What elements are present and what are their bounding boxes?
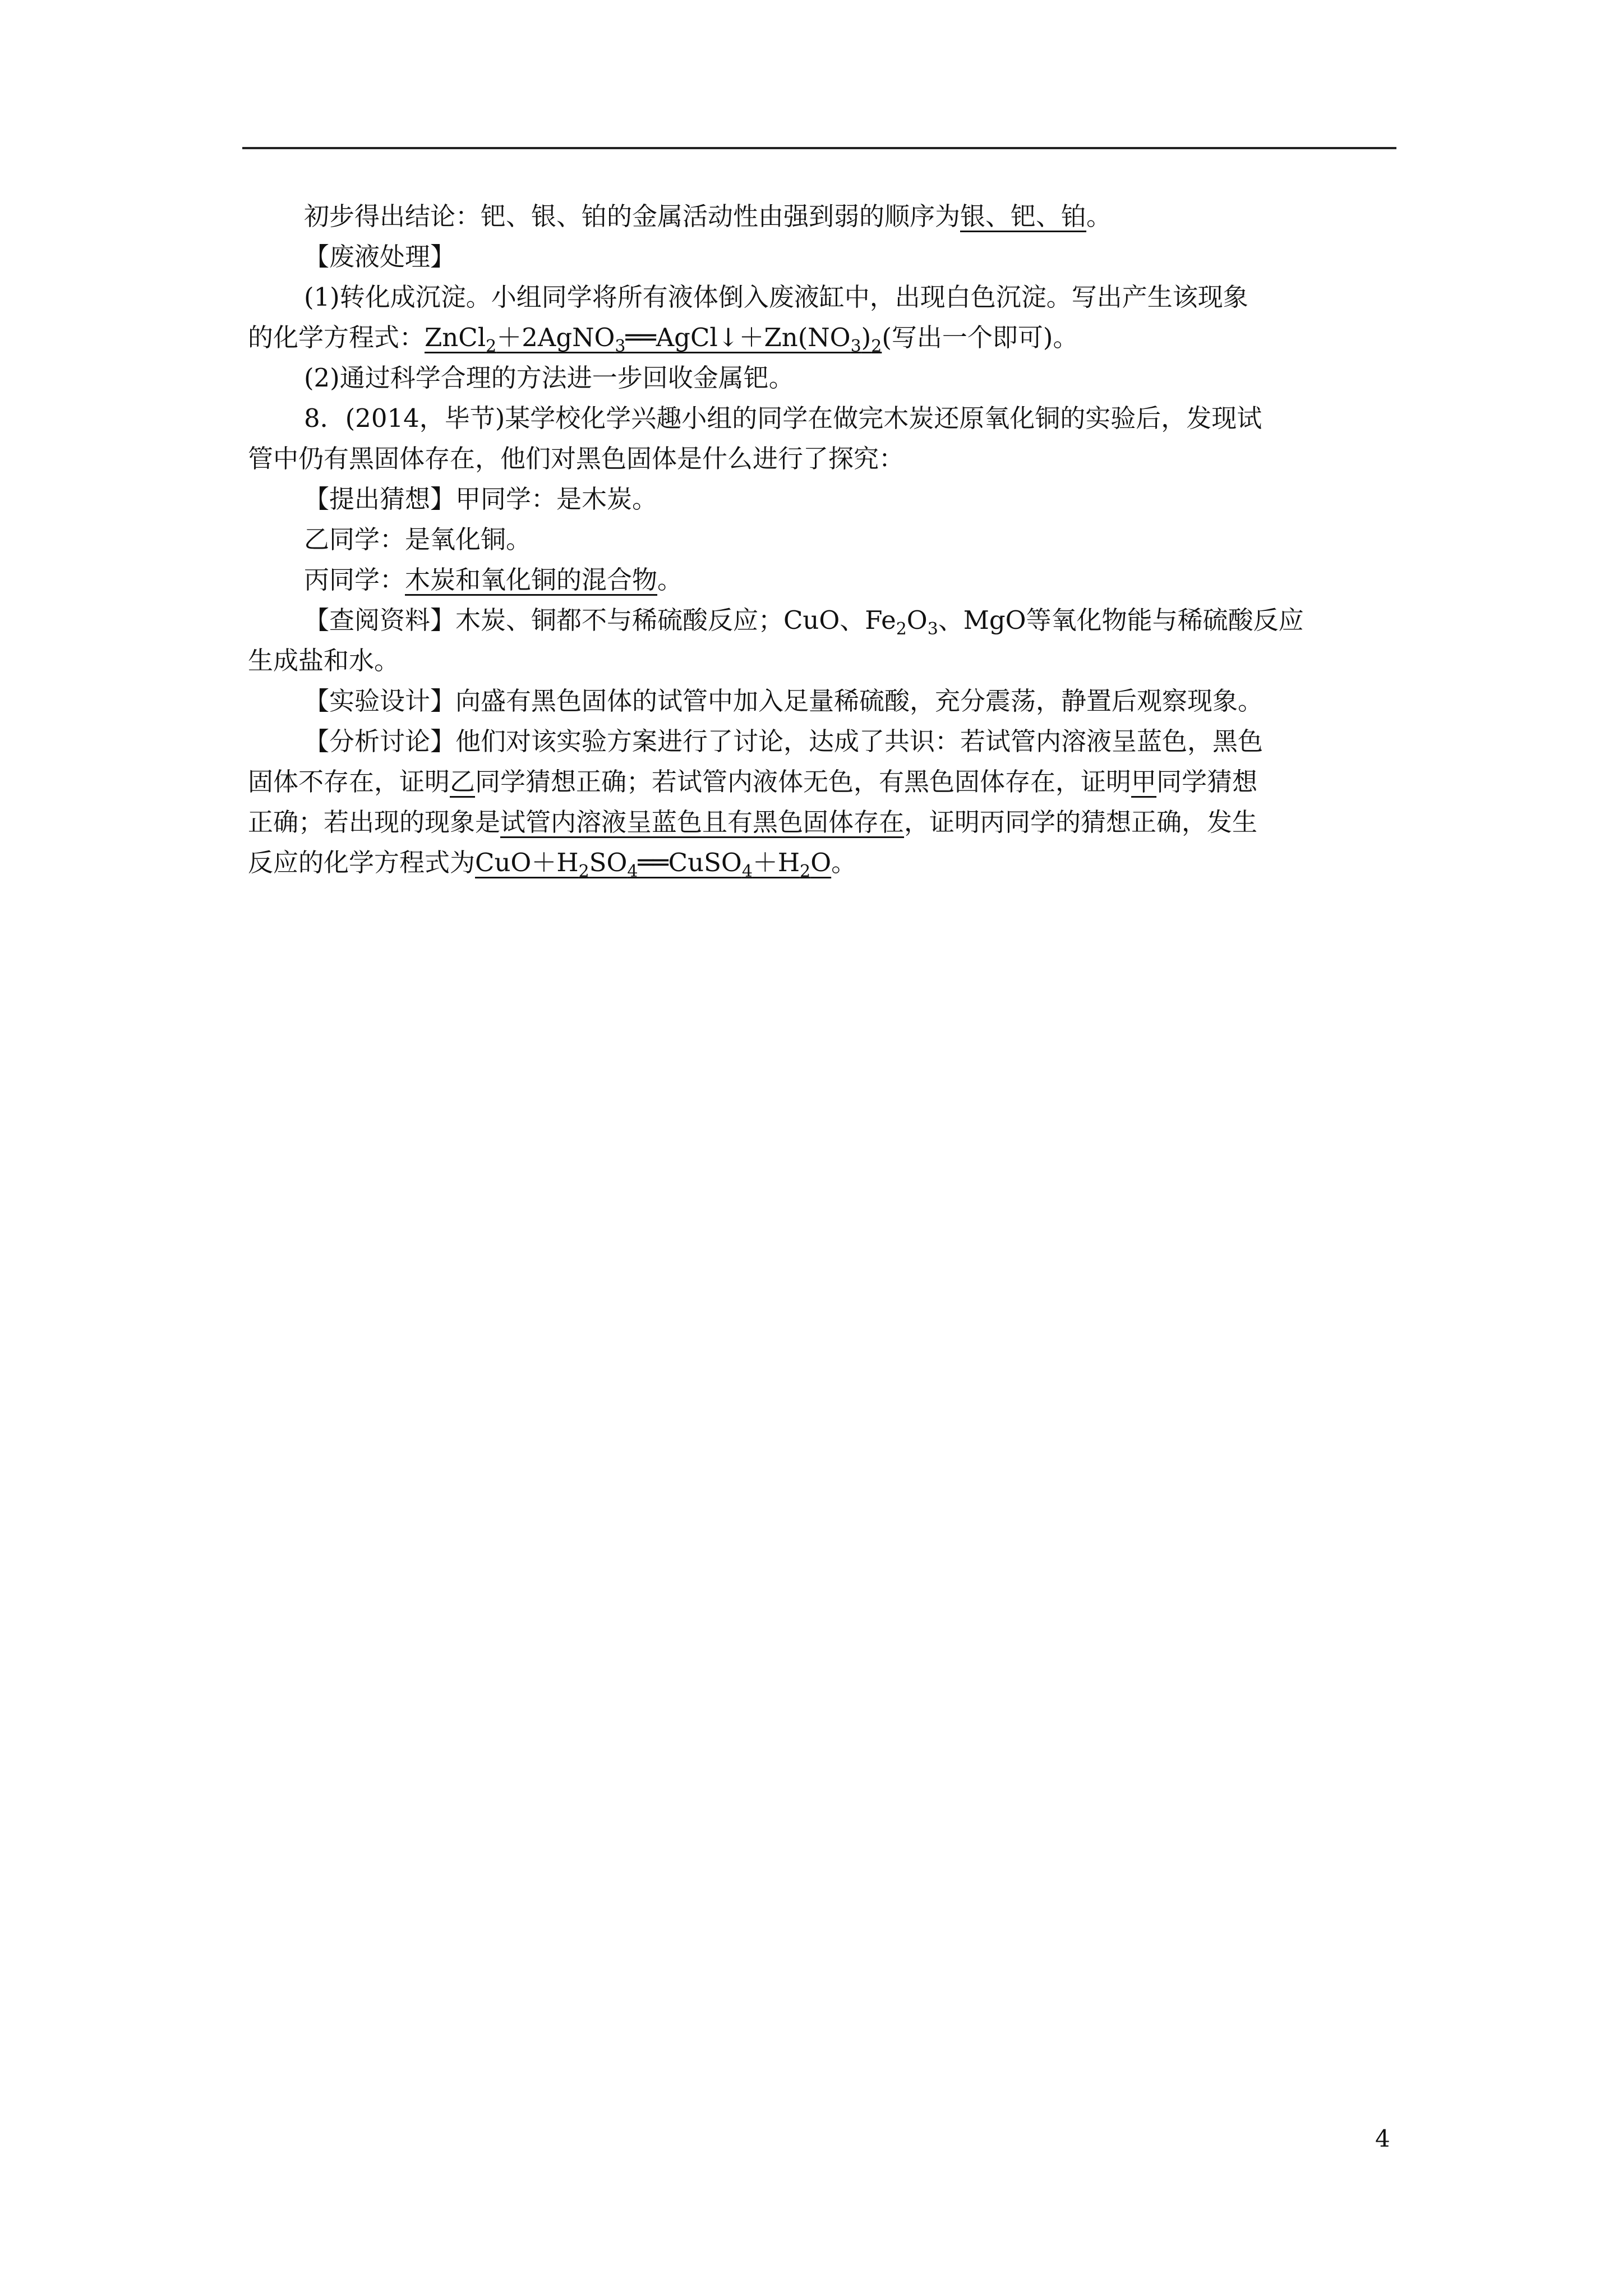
eq2-part-e: O bbox=[810, 848, 832, 877]
page-number: 4 bbox=[1375, 2125, 1390, 2152]
reference-line2: 生成盐和水。 bbox=[248, 646, 400, 675]
design-line: 【实验设计】向盛有黑色固体的试管中加入足量稀硫酸，充分震荡，静置后观察现象。 bbox=[304, 686, 1264, 716]
discussion-answer-phenomenon: 试管内溶液呈蓝色且有黑色固体存在 bbox=[500, 807, 905, 837]
conclusion-prefix: 初步得出结论：钯、银、铂的金属活动性由强到弱的顺序为 bbox=[304, 201, 961, 231]
discussion-line3 bbox=[248, 802, 1396, 843]
eq1-part-b: ＋2AgNO bbox=[496, 323, 615, 352]
document-body bbox=[248, 196, 1396, 883]
discussion-answer-jia: 甲 bbox=[1131, 767, 1157, 797]
discussion-line3-a: 正确；若出现的现象是 bbox=[248, 807, 501, 837]
discussion-line2-a: 固体不存在，证明 bbox=[248, 767, 450, 797]
step2-line: (2)通过科学合理的方法进一步回收金属钯。 bbox=[304, 363, 794, 393]
step1-suffix: (写出一个即可)。 bbox=[882, 323, 1078, 352]
reference-line1 bbox=[248, 600, 1396, 641]
eq2-sub-b: 4 bbox=[627, 862, 638, 881]
discussion-line4-end: 。 bbox=[831, 848, 857, 877]
conclusion-answer: 银、钯、铂 bbox=[960, 201, 1087, 231]
eq2-sub-c: 4 bbox=[741, 862, 753, 881]
eq2-part-b: SO bbox=[589, 848, 628, 877]
eq1-part-a: ZnCl bbox=[425, 323, 486, 352]
step1-prefix: 的化学方程式： bbox=[248, 323, 425, 352]
step1-equation bbox=[425, 323, 882, 356]
eq1-sub-c: 3 bbox=[850, 337, 861, 356]
question8-line2: 管中仍有黑固体存在，他们对黑色固体是什么进行了探究： bbox=[248, 444, 905, 473]
discussion-equation bbox=[475, 848, 832, 881]
hypothesis-line1: 【提出猜想】甲同学：是木炭。 bbox=[304, 484, 658, 514]
eq1-sub-b: 3 bbox=[615, 337, 626, 356]
discussion-line4 bbox=[248, 843, 1396, 883]
reference-part2: O bbox=[906, 605, 928, 635]
eq1-sub-a: 2 bbox=[486, 337, 497, 356]
conclusion-line bbox=[248, 196, 1396, 237]
eq1-sub-d: 2 bbox=[871, 337, 882, 356]
conclusion-suffix: 。 bbox=[1086, 201, 1112, 231]
reference-sub1: 2 bbox=[896, 619, 907, 639]
hypothesis-line2: 乙同学：是氧化铜。 bbox=[304, 524, 532, 554]
reference-part1: 【查阅资料】木炭、铜都不与稀硫酸反应；CuO、Fe bbox=[304, 605, 896, 635]
discussion-answer-yi: 乙 bbox=[450, 767, 476, 797]
hypothesis-prefix: 丙同学： bbox=[304, 565, 405, 595]
reference-sub2: 3 bbox=[927, 619, 938, 639]
eq2-part-a: CuO＋H bbox=[475, 848, 579, 877]
eq2-part-d: ＋H bbox=[752, 848, 800, 877]
reference-part3: 、MgO等氧化物能与稀硫酸反应 bbox=[938, 605, 1304, 635]
discussion-line2 bbox=[248, 762, 1396, 802]
eq2-part-c: ══CuSO bbox=[638, 848, 742, 877]
eq2-sub-d: 2 bbox=[800, 862, 811, 881]
discussion-line2-b: 同学猜想正确；若试管内液体无色，有黑色固体存在，证明 bbox=[475, 767, 1132, 797]
hypothesis-line3 bbox=[248, 560, 1396, 600]
eq1-part-c: ══AgCl↓＋Zn(NO bbox=[625, 323, 851, 352]
eq1-part-d: ) bbox=[861, 323, 872, 352]
step1-line2 bbox=[248, 318, 1396, 358]
hypothesis-suffix: 。 bbox=[657, 565, 683, 595]
discussion-line3-b: ，证明丙同学的猜想正确，发生 bbox=[904, 807, 1258, 837]
waste-heading: 【废液处理】 bbox=[304, 242, 456, 272]
discussion-line4-a: 反应的化学方程式为 bbox=[248, 848, 476, 877]
step1-line1: (1)转化成沉淀。小组同学将所有液体倒入废液缸中，出现白色沉淀。写出产生该现象 bbox=[304, 282, 1248, 312]
hypothesis-answer: 木炭和氧化铜的混合物 bbox=[405, 565, 658, 595]
question8-line1: 8．(2014，毕节)某学校化学兴趣小组的同学在做完木炭还原氧化铜的实验后，发现试 bbox=[304, 403, 1262, 433]
eq2-sub-a: 2 bbox=[578, 862, 589, 881]
header-rule bbox=[242, 147, 1396, 149]
discussion-line2-c: 同学猜想 bbox=[1156, 767, 1258, 797]
discussion-line1: 【分析讨论】他们对该实验方案进行了讨论，达成了共识：若试管内溶液呈蓝色，黑色 bbox=[304, 726, 1264, 756]
